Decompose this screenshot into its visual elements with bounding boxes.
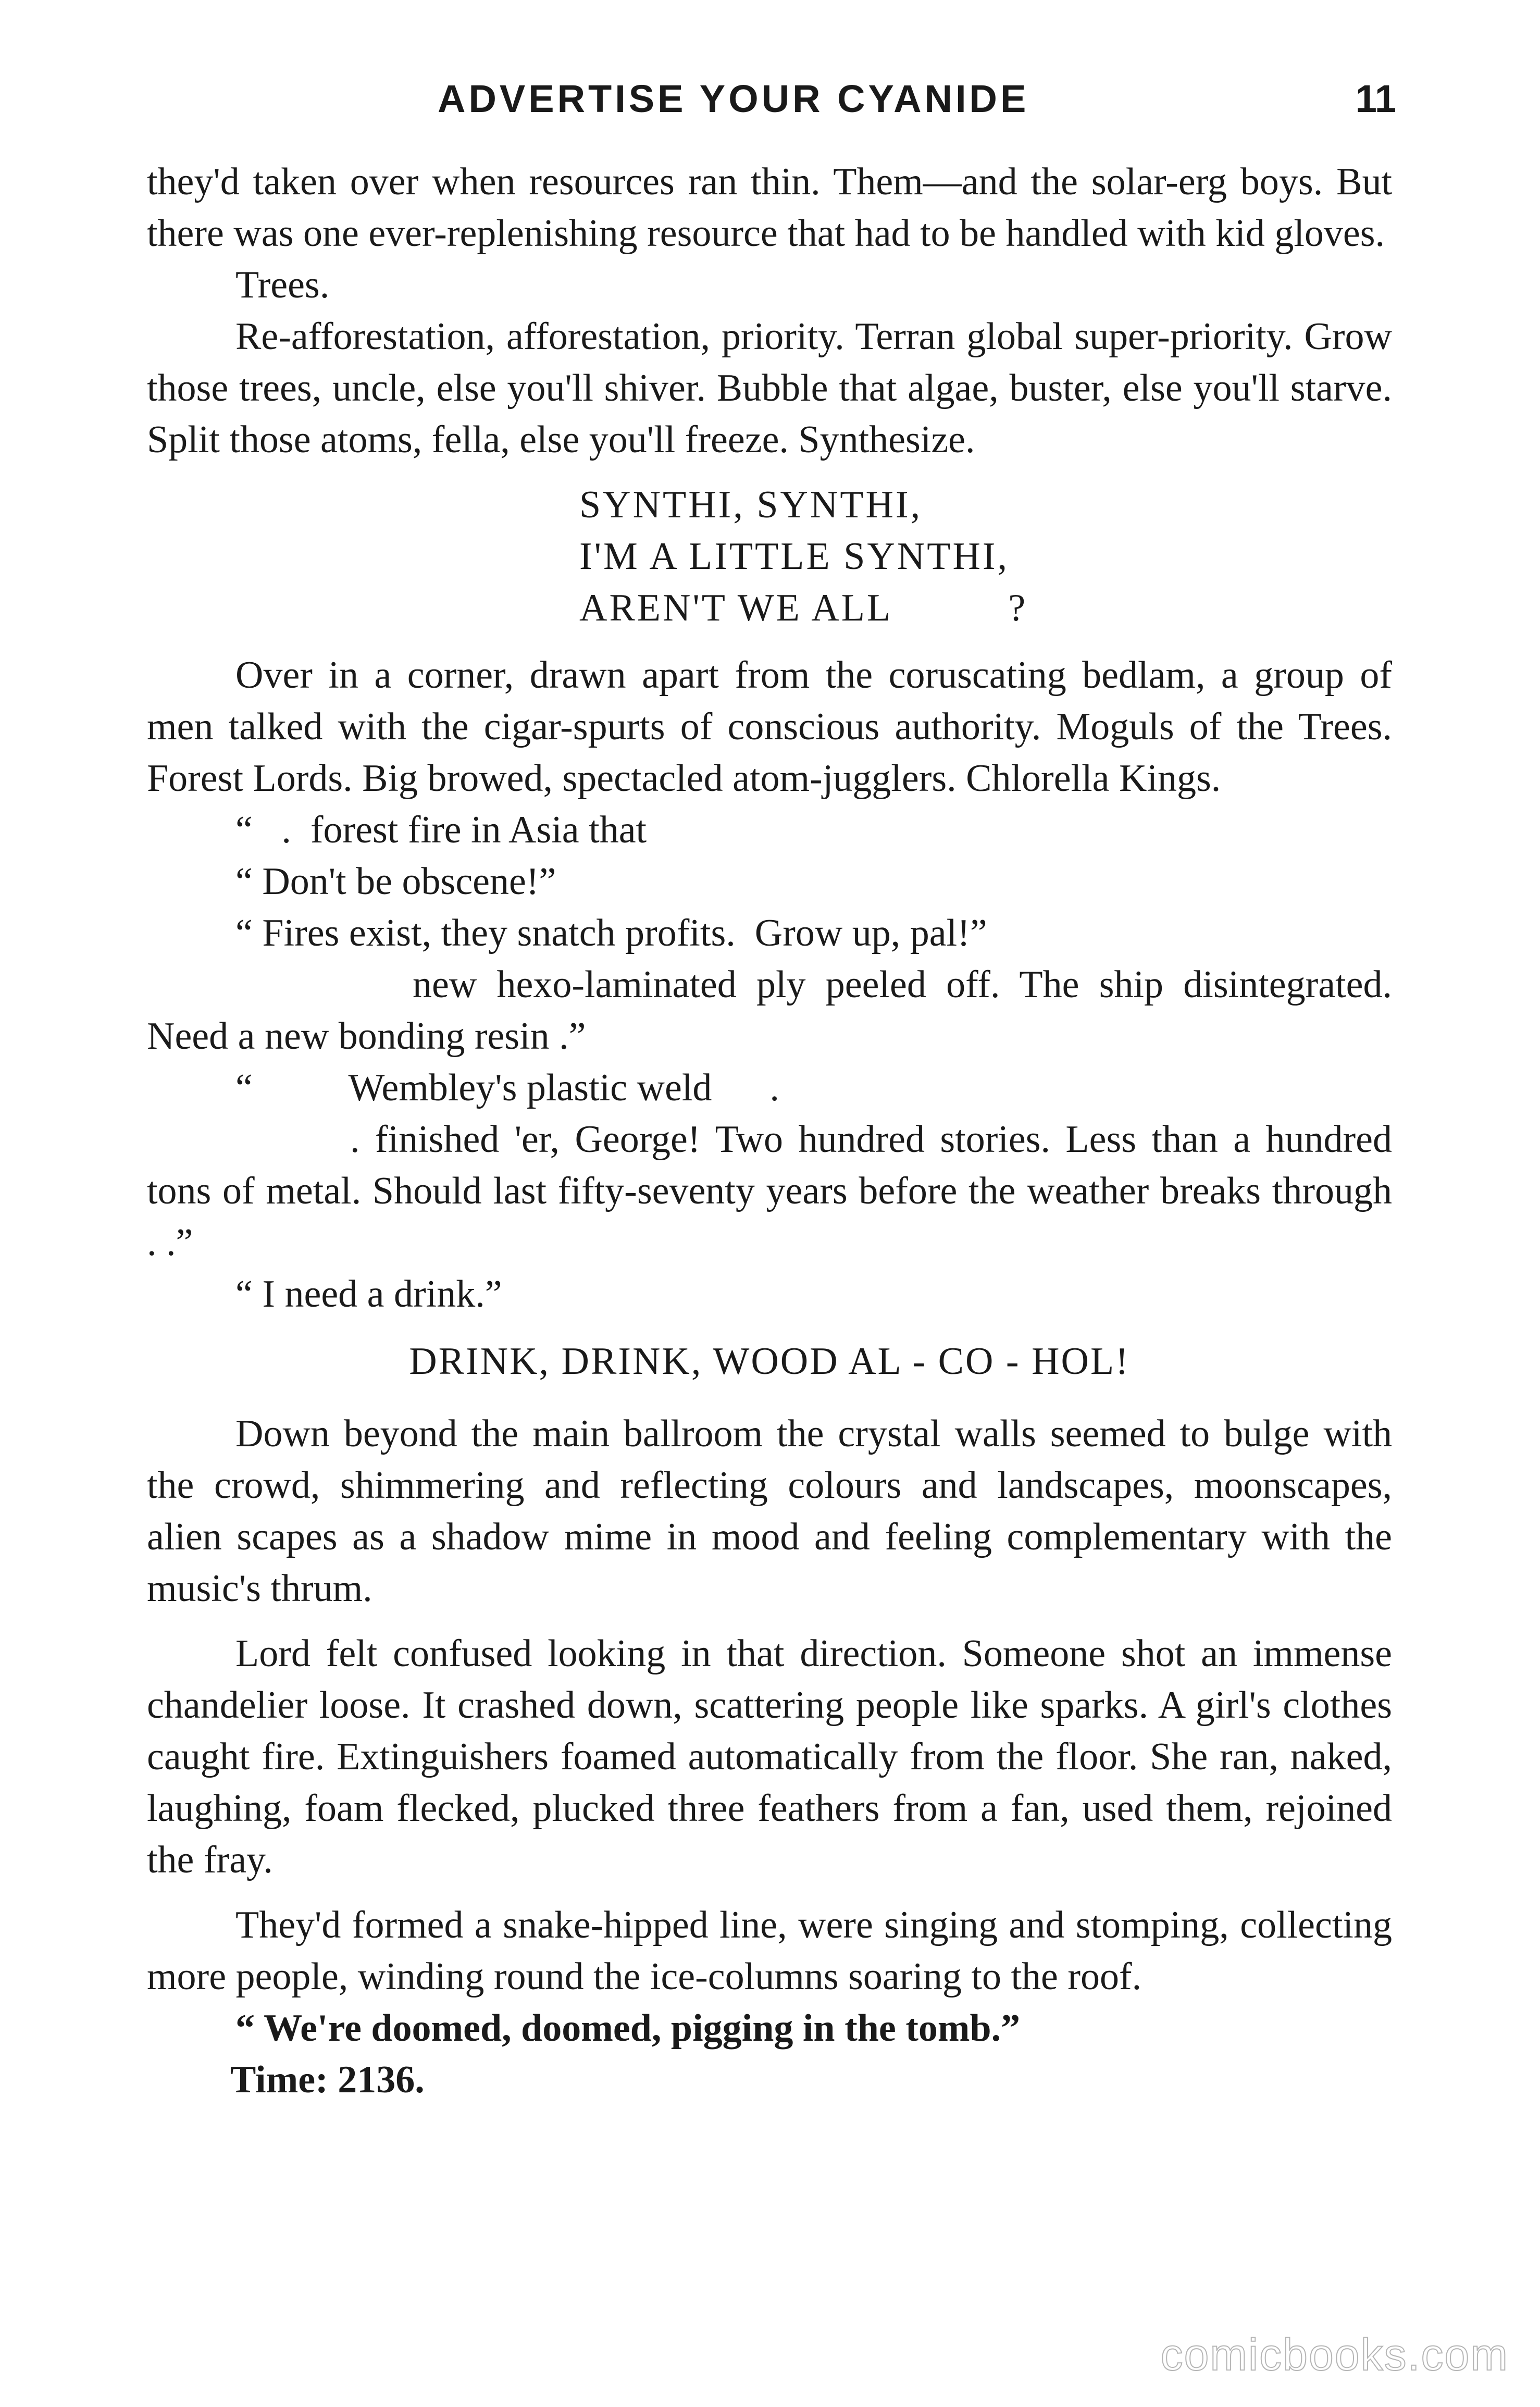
dialog-drink: “ I need a drink.” [235, 1273, 502, 1316]
paragraph-afforestation: Re-afforestation, afforestation, priority. Terran global super-priority. Grow those trees, uncle, else you'll shiver. Bubble that algae, buster, else you'll starve. Split those atoms, fella, else you'll freeze. Synthesize. [147, 315, 1392, 461]
paragraph-1: they'd taken over when resources ran thin. Them—and the solar-erg boys. But there was one ever-replenishing resource that had to be handled with kid gloves. [147, 160, 1392, 255]
song-line-1: SYNTHI, SYNTHI, [579, 483, 923, 526]
paragraph-ballroom: Down beyond the main ballroom the crystal walls seemed to bulge with the crowd, shimmering and reflecting colours and landscapes, moonscapes, alien scapes as a shadow mime in mood and feeling complementary with the music's thrum. [147, 1412, 1392, 1610]
body-text [147, 156, 1392, 2106]
time-stamp: Time: 2136. [230, 2058, 425, 2101]
spacer [147, 1615, 1392, 1628]
running-head [146, 73, 1396, 125]
dialog-doomed: “ We're doomed, doomed, pigging in the tomb.” [235, 2007, 1021, 2050]
paragraph-ship: new hexo-laminated ply peeled off. The ship disintegrated. Need a new bonding resin .” [147, 963, 1392, 1058]
running-title: ADVERTISE YOUR CYANIDE [438, 77, 1029, 120]
dialog-obscene: “ Don't be obscene!” [235, 860, 556, 903]
paragraph-moguls: Over in a corner, drawn apart from the coruscating bedlam, a group of men talked with the cigar-spurts of conscious authority. Moguls of the Trees. Forest Lords. Big browed, spectacled atom-jugglers. Chlorella Kings. [147, 654, 1392, 800]
dialog-forest-fire: “ . forest fire in Asia that [235, 809, 647, 851]
spacer [147, 1886, 1392, 1900]
paragraph-trees: Trees. [235, 264, 330, 306]
song-line-2: I'M A LITTLE SYNTHI, [579, 535, 1010, 578]
paragraph-snake-line: They'd formed a snake-hipped line, were singing and stomping, collecting more people, winding round the ice-columns soaring to the roof. [147, 1904, 1392, 1998]
paragraph-chandelier: Lord felt confused looking in that direction. Someone shot an immense chandelier loose. It crashed down, scattering people like sparks. A girl's clothes caught fire. Extinguishers foamed automatically from the floor. She ran, naked, laughing, foam flecked, plucked three feathers from a fan, used them, rejoined the fray. [147, 1632, 1392, 1881]
song-line-3: AREN'T WE ALL ? [579, 587, 1028, 629]
dialog-fires-exist: “ Fires exist, they snatch profits. Grow up, pal!” [235, 912, 987, 954]
watermark: comicbooks.com [1160, 2330, 1509, 2380]
paragraph-george: . finished 'er, George! Two hundred stories. Less than a hundred tons of metal. Should last fifty-seventy years before the weather breaks through . .” [147, 1118, 1392, 1264]
page-number: 11 [1355, 77, 1396, 120]
chant-line: DRINK, DRINK, WOOD AL - CO - HOL! [409, 1340, 1130, 1383]
song-verse [147, 479, 1392, 634]
dialog-wembley: “ Wembley's plastic weld . [235, 1066, 779, 1109]
